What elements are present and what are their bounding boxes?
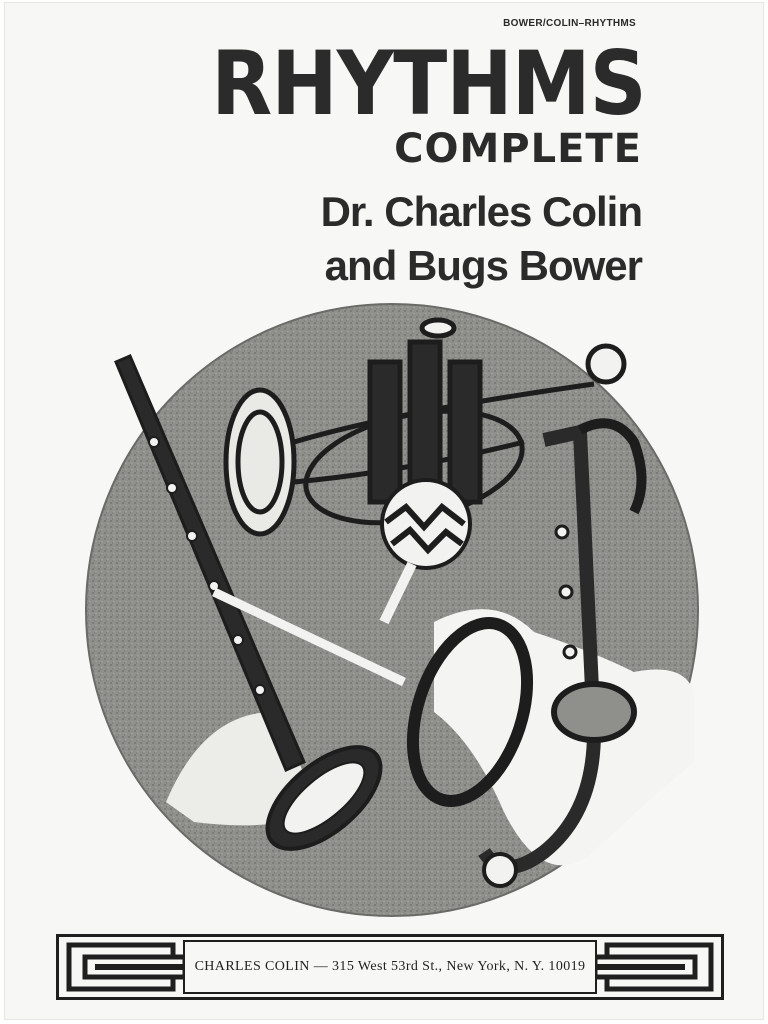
publisher-logo-left (59, 937, 183, 997)
publisher-frame (183, 940, 597, 994)
series-code: BOWER/COLIN–RHYTHMS (503, 18, 636, 29)
book-subtitle: COMPLETE (394, 126, 642, 172)
publisher-footer (56, 934, 724, 1000)
instruments-illustration (74, 292, 714, 932)
book-title: RHYTHMS (211, 32, 646, 135)
publisher-address: CHARLES COLIN — 315 West 53rd St., New York, N. Y. 10019 (194, 959, 586, 974)
cover-page (4, 2, 764, 1020)
author-line-2: and Bugs Bower (324, 242, 642, 289)
publisher-logo-right (597, 937, 721, 997)
author-line-1: Dr. Charles Colin (320, 188, 642, 235)
